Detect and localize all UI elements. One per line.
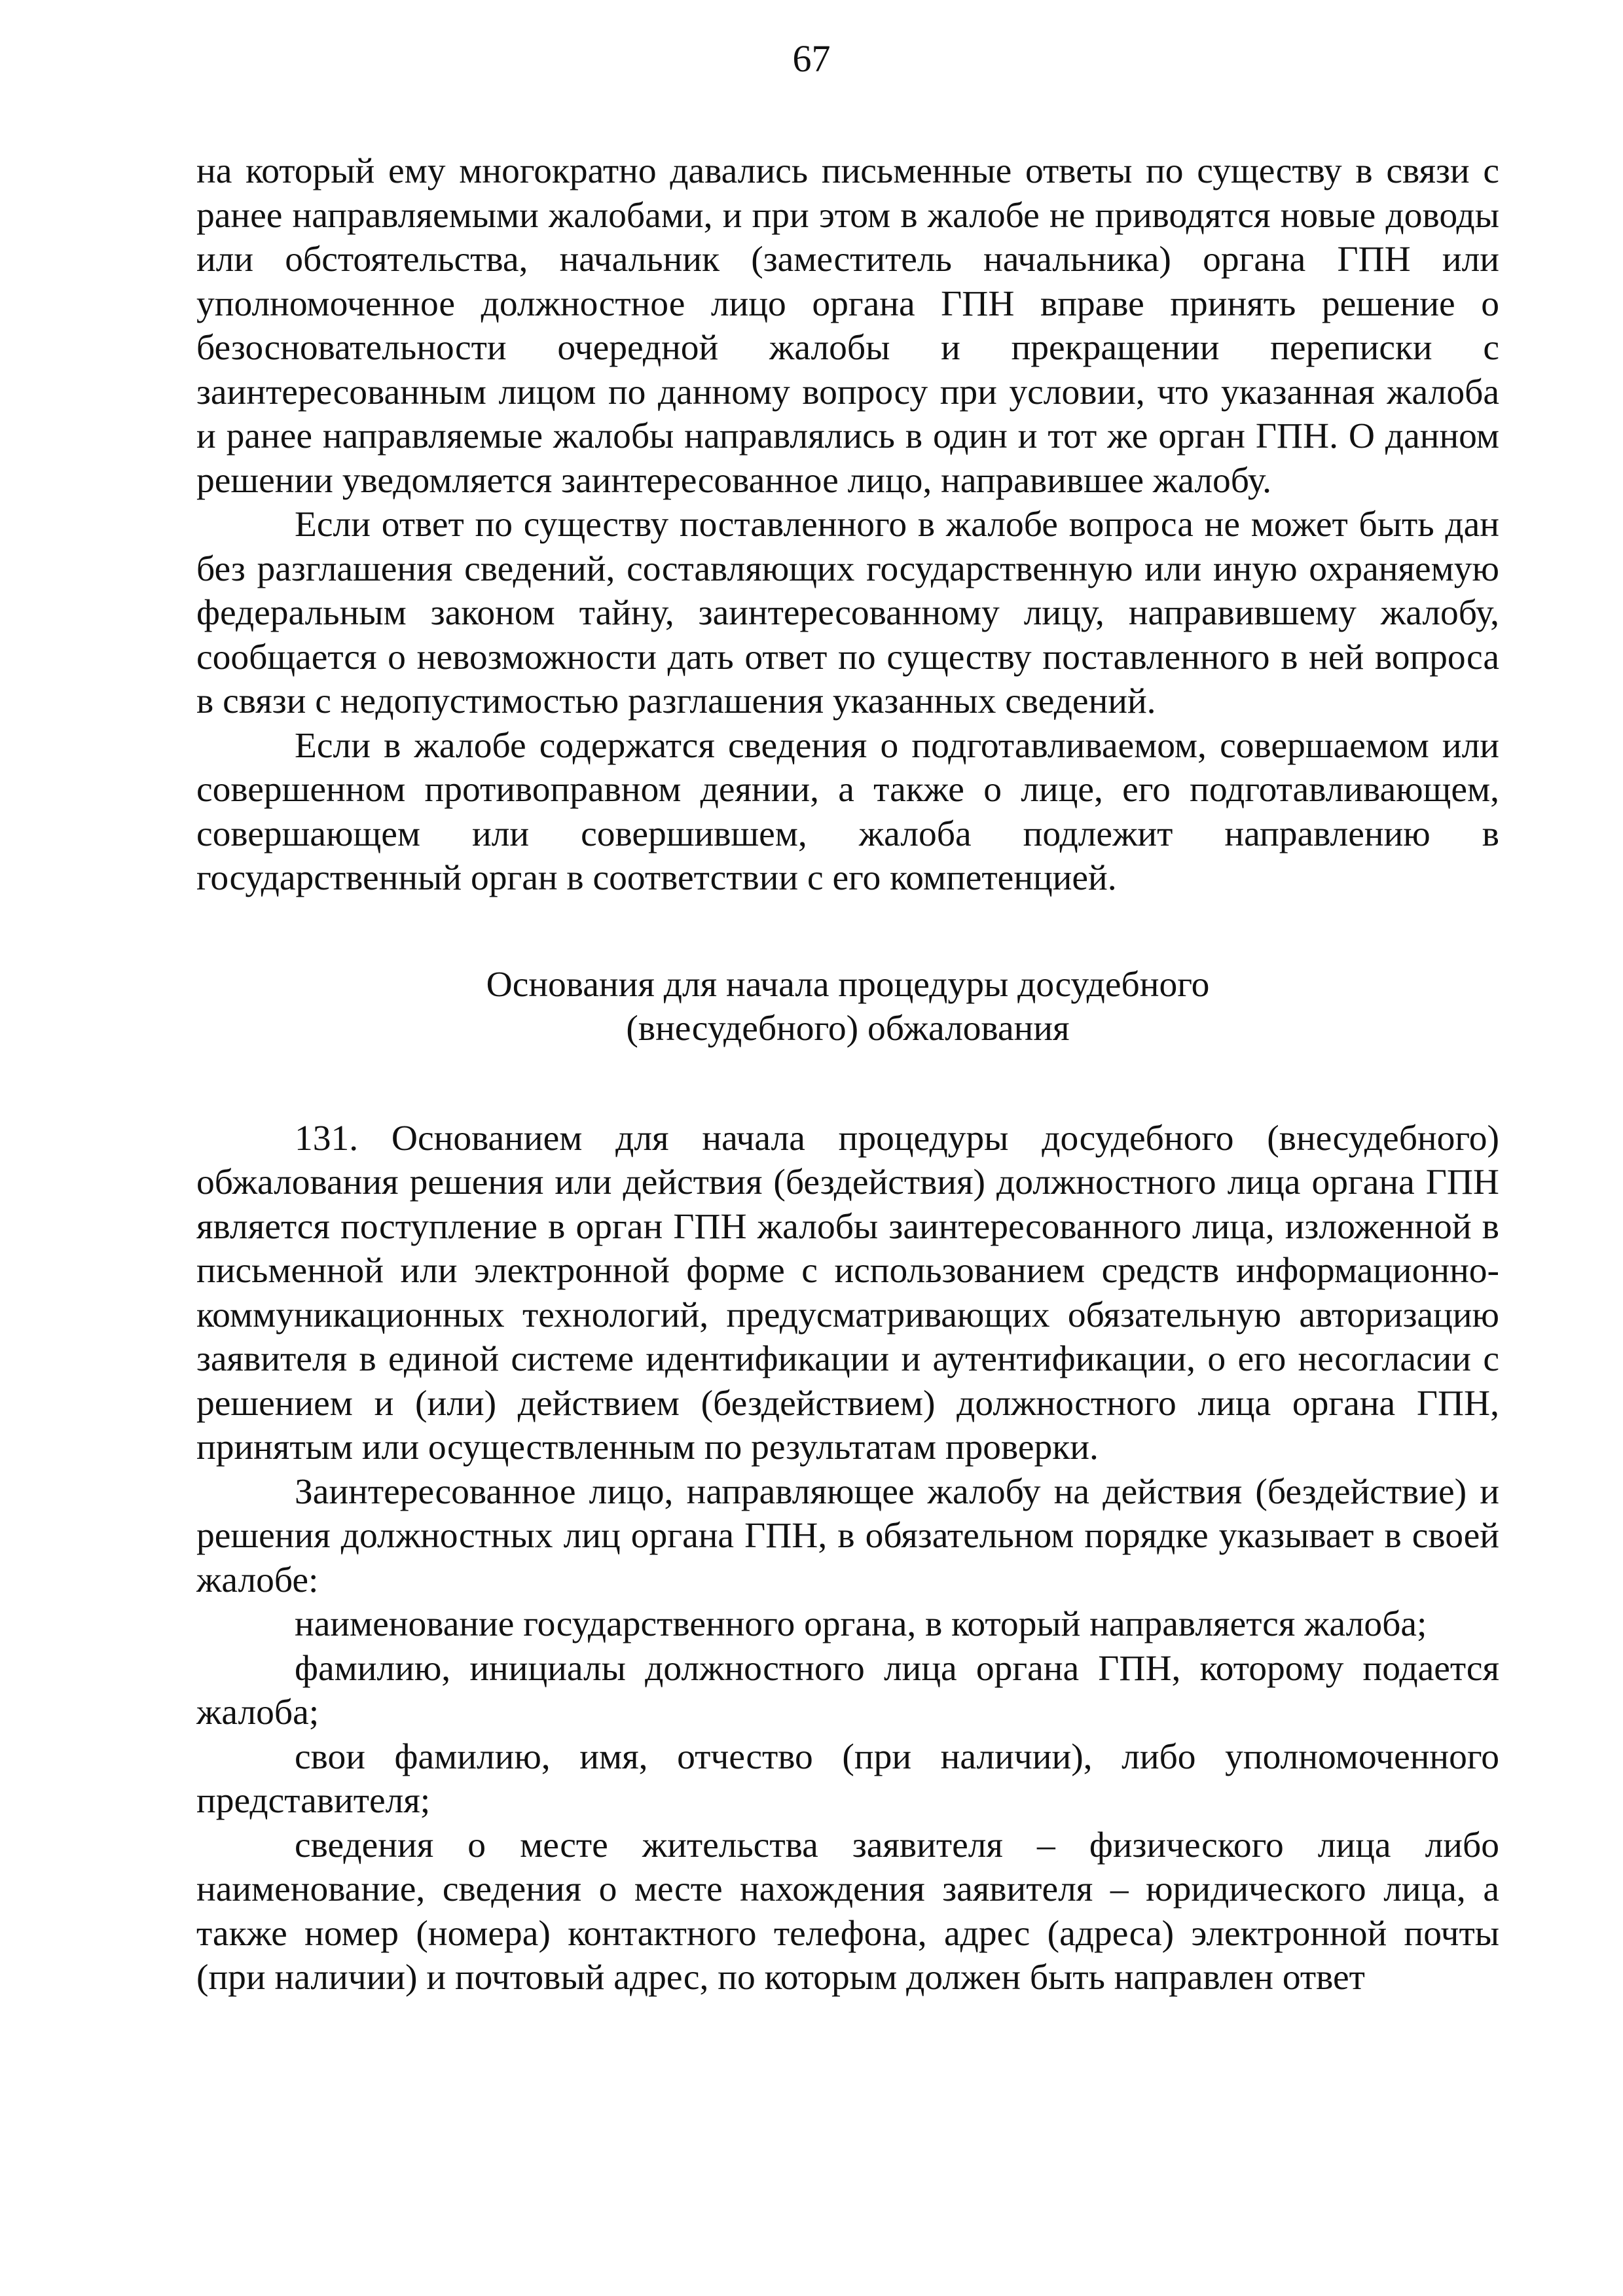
list-item-applicant-address: сведения о месте жительства заявителя – физического лица либо наименование, сведения о месте нахождения заявителя – юридического лица, а также номер (номера) контактного телефона, адрес (адреса) электронной почты (при наличии) и почтовый адрес, по которым должен быть направлен ответ xyxy=(196,1825,1499,1998)
section-heading-line-2: (внесудебного) обжалования xyxy=(626,1009,1070,1049)
page-number: 67 xyxy=(792,37,831,80)
paragraph-criminal-info: Если в жалобе содержатся сведения о подготавливаемом, совершаемом или совершенном противоправном деянии, а также о лице, его подготавливающем, совершающем или совершившем, жалоба подлежит направлению в государственный орган в соответствии с его компетенцией. xyxy=(196,725,1499,898)
section-heading xyxy=(196,963,1499,1051)
list-item-authority-name: наименование государственного органа, в который направляется жалоба; xyxy=(295,1604,1427,1644)
list-item-official-name: фамилию, инициалы должностного лица органа ГПН, которому подается жалоба; xyxy=(196,1648,1499,1732)
list-item-applicant-name: свои фамилию, имя, отчество (при наличии), либо уполномоченного представителя; xyxy=(196,1736,1499,1821)
paragraph-secret-info: Если ответ по существу поставленного в жалобе вопроса не может быть дан без разглашения сведений, составляющих государственную или иную охраняемую федеральным законом тайну, заинтересованному лицу, направившему жалобу, сообщается о невозможности дать ответ по существу поставленного в ней вопроса в связи с недопустимостью разглашения указанных сведений. xyxy=(196,505,1499,721)
paragraph-complaint-requirements: Заинтересованное лицо, направляющее жалобу на действия (бездействие) и решения должностных лиц органа ГПН, в обязательном порядке указывает в своей жалобе: xyxy=(196,1471,1499,1600)
document-body xyxy=(196,149,1499,2000)
paragraph-continuation: на который ему многократно давались письменные ответы по существу в связи с ранее направляемыми жалобами, и при этом в жалобе не приводятся новые доводы или обстоятельства, начальник (заместитель начальника) органа ГПН или уполномоченное должностное лицо органа ГПН вправе принять решение о безосновательности очередной жалобы и прекращении переписки с заинтересованным лицом по данному вопросу при условии, что указанная жалоба и ранее направляемые жалобы направлялись в один и тот же орган ГПН. О данном решении уведомляется заинтересованное лицо, направившее жалобу. xyxy=(196,151,1499,501)
paragraph-131: 131. Основанием для начала процедуры досудебного (внесудебного) обжалования решения или действия (бездействия) должностного лица органа ГПН является поступление в орган ГПН жалобы заинтересованного лица, изложенной в письменной или электронной форме с использованием средств информационно-коммуникационных технологий, предусматривающих обязательную авторизацию заявителя в единой системе идентификации и аутентификации, о его несогласии с решением и (или) действием (бездействием) должностного лица органа ГПН, принятым или осуществленным по результатам проверки. xyxy=(196,1118,1499,1467)
section-heading-line-1: Основания для начала процедуры досудебного xyxy=(486,964,1210,1005)
